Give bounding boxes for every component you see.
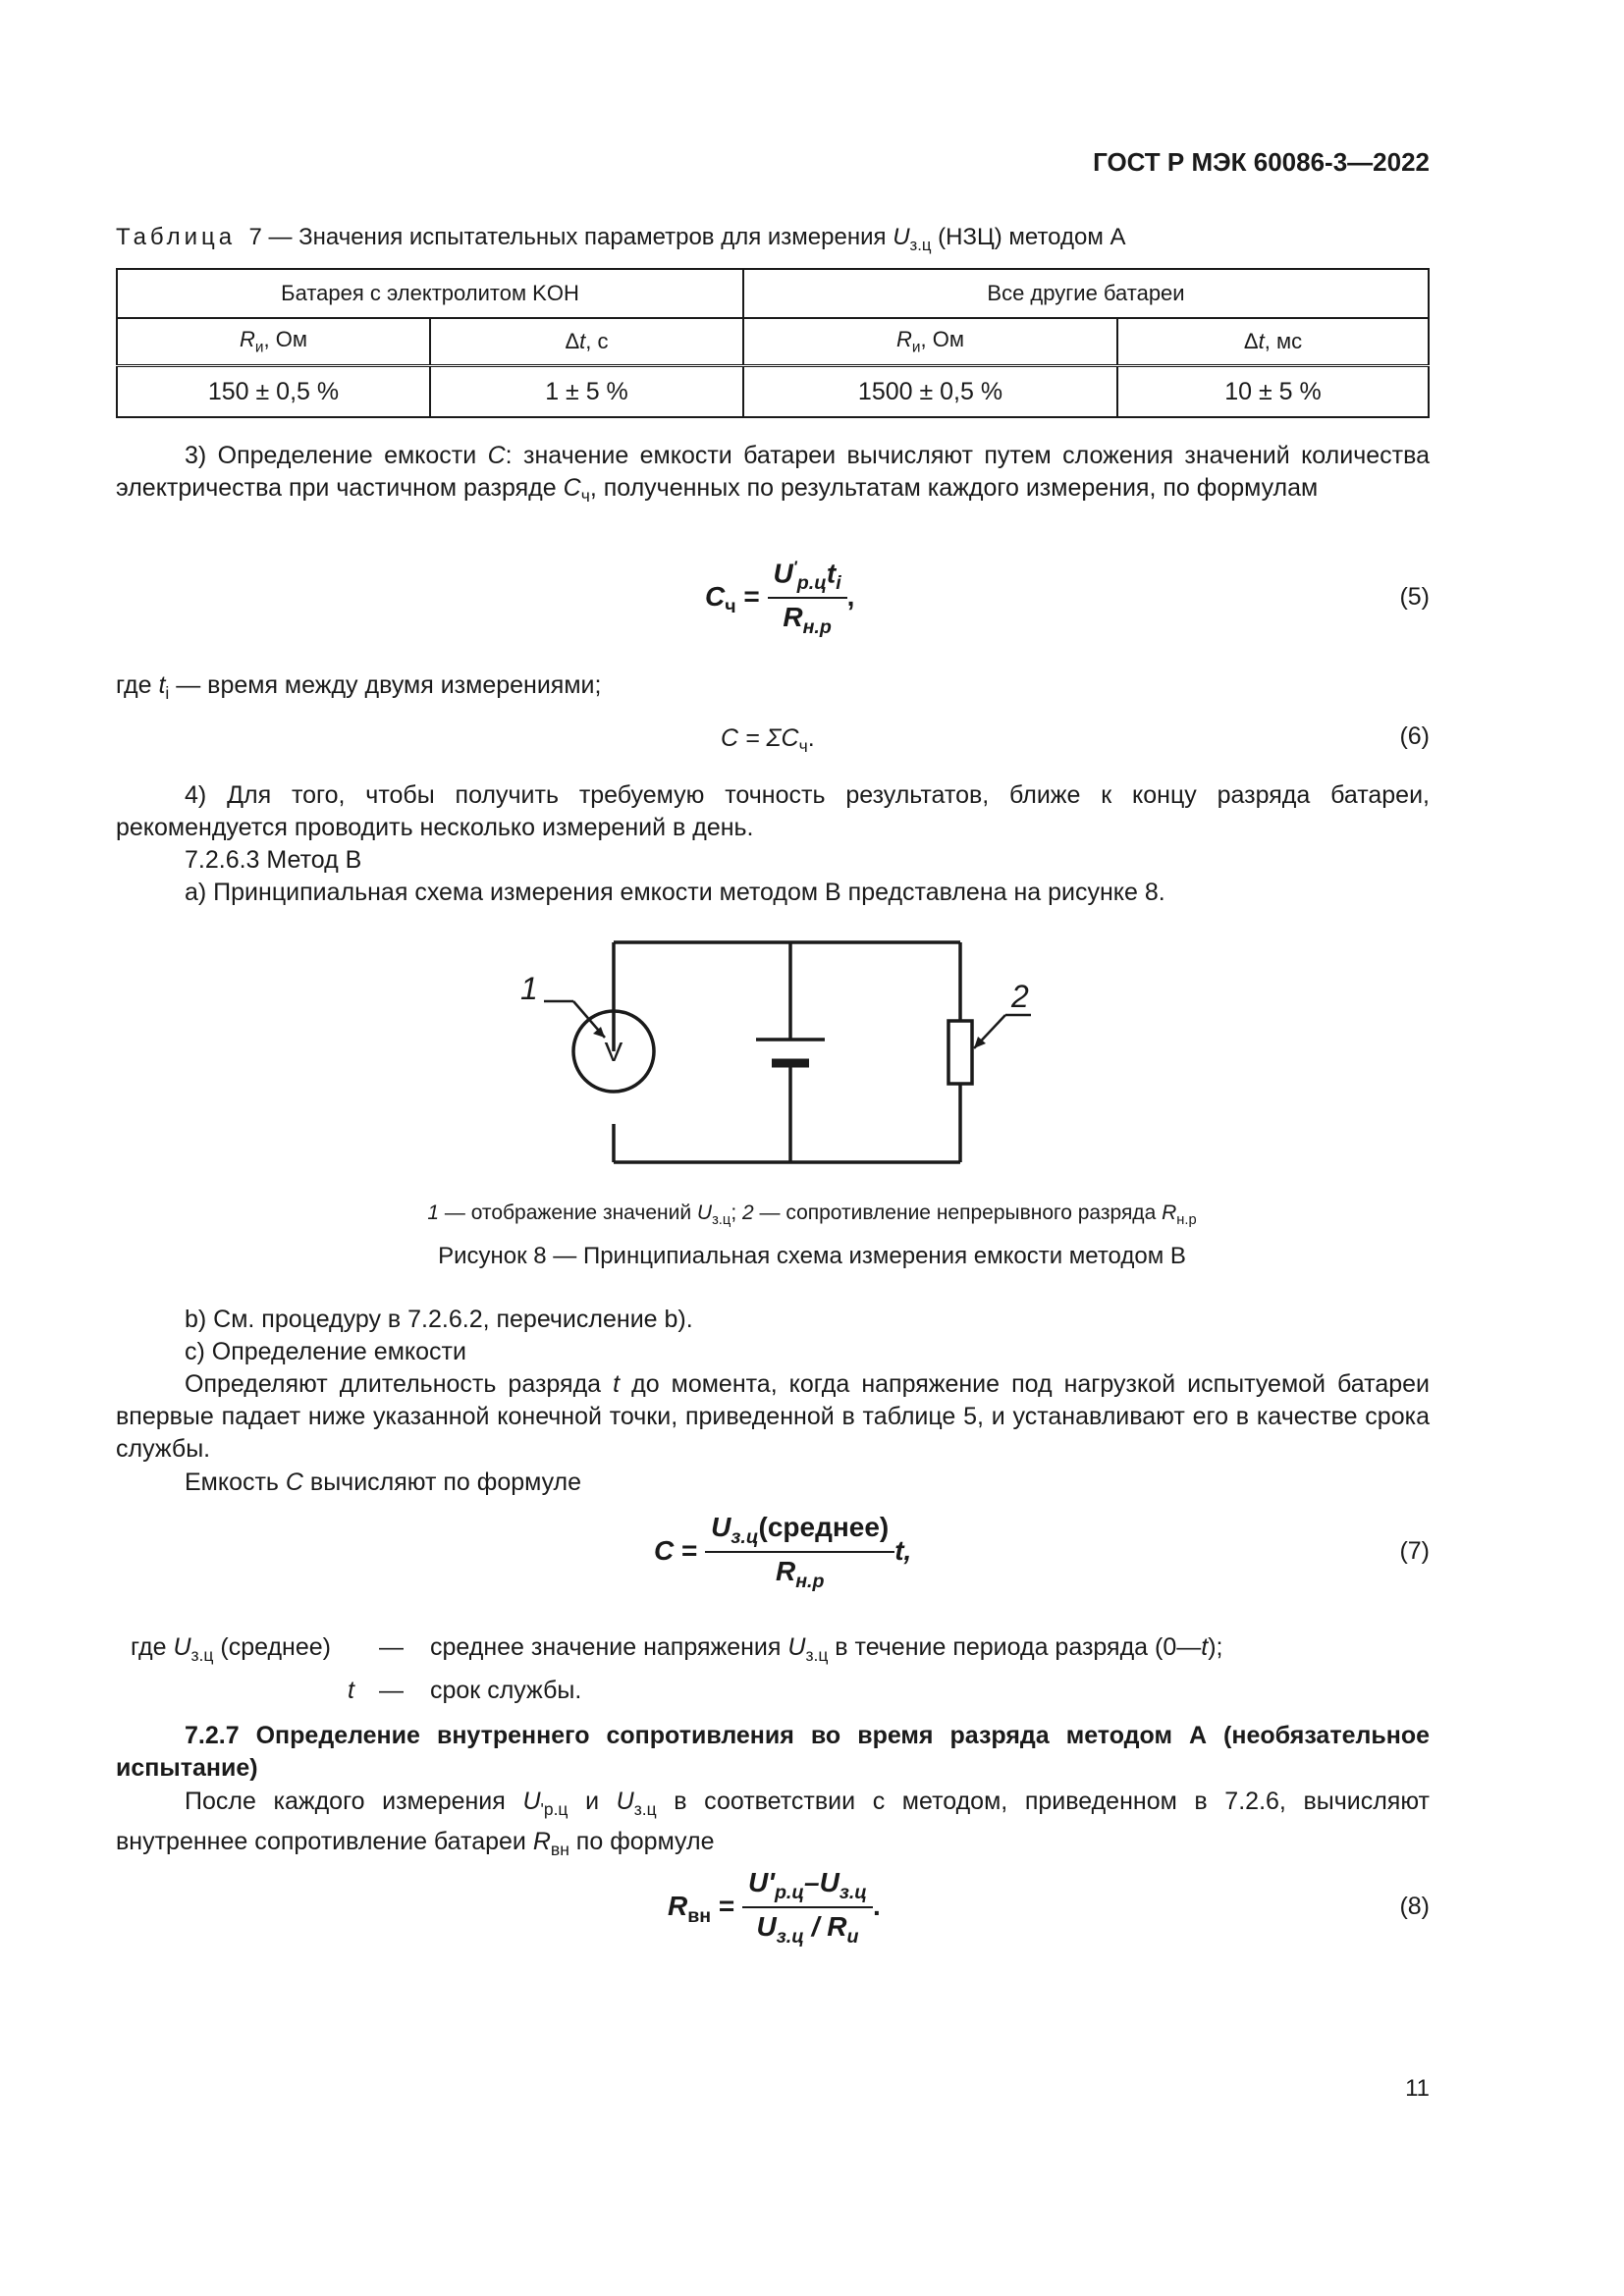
equation-number-6: (6) — [1399, 722, 1430, 750]
where-row-2-term: t — [348, 1677, 354, 1704]
table-caption-symbol: U — [893, 224, 910, 250]
col-duration-koh: Δt, с — [430, 318, 743, 366]
paragraph-capacity-formula: Емкость C вычисляют по формуле — [185, 1468, 582, 1496]
figure-legend: 1 — отображение значений $U_{з.ц}$; 2 — сопротивление непрерывного разряда $R_{н.р}$ — [427, 1201, 1197, 1229]
where-row-2-desc: срок службы. — [430, 1677, 582, 1704]
equation-number-5: (5) — [1399, 583, 1430, 611]
section-727-heading: 7.2.7 Определение внутреннего сопротивления во время разряда методом А (необязательное испытание) — [116, 1722, 1430, 1782]
table-cell: 1 ± 5 % — [430, 366, 743, 418]
table-row — [117, 366, 1429, 418]
where-row-2-dash: — — [379, 1677, 404, 1704]
paragraph-capacity-definition: 3) Определение емкости C: значение емкости батареи вычисляют путем сложения значений количества электричества при частичном разряде $C_ч$, полученных по результатам каждого измерения, по формулам — [116, 442, 1431, 507]
paragraph-internal-resistance: После каждого измерения $U_{'р.ц}$ и $U_{з.ц}$ в соответствии с методом, приведенном в 7.2.6, вычисляют внутреннее сопротивление батареи $R_{вн}$ по формуле — [116, 1788, 1430, 1860]
figure-caption: Рисунок 8 — Принципиальная схема измерения емкости методом В — [438, 1243, 1186, 1269]
circuit-diagram — [491, 923, 1080, 1178]
voltmeter-label: V — [604, 1037, 623, 1067]
table-group-row — [117, 269, 1429, 318]
section-7263: 7.2.6.3 Метод В — [185, 846, 362, 874]
where-row-1-dash: — — [379, 1633, 404, 1661]
arrowhead-1 — [593, 1027, 605, 1038]
formula-8: $R_{вн}$ = $\frac{U'_{р.ц}-U_{з.ц}}{U_{з.ц} / R_и}$ . — [668, 1867, 881, 1948]
group-other: Все другие батареи — [743, 269, 1429, 318]
table-caption-sub: з.ц — [909, 235, 932, 254]
figure-label-2: 2 — [1011, 979, 1029, 1014]
formula-6: $C = \Sigma C_ч$. — [721, 724, 815, 757]
where-row-1-desc: среднее значение напряжения $U_{з.ц}$ в течение периода разряда (0—t); — [430, 1633, 1223, 1666]
table-caption-prefix: Таблица — [116, 224, 237, 250]
col-duration-other: Δt, мс — [1117, 318, 1429, 366]
where-ti: где $t_i$ — время между двумя измерениями; — [116, 671, 602, 704]
table-cell: 1500 ± 0,5 % — [743, 366, 1117, 418]
item-c: c) Определение емкости — [185, 1338, 466, 1365]
table-header-row — [117, 318, 1429, 366]
table-caption — [116, 224, 1126, 255]
formula-5: $C_ч$ = $\frac{U'_{р.ц}t_i}{R_{н.р}}$ , — [705, 558, 855, 639]
paragraph-accuracy: 4) Для того, чтобы получить требуемую точность результатов, ближе к концу разряда батареи, рекомендуется проводить несколько измерений в день. — [116, 781, 1430, 841]
resistor — [948, 1021, 972, 1084]
col-resistance-other: $R_и$, Ом — [743, 318, 1117, 366]
paragraph-duration: Определяют длительность разряда t до момента, когда напряжение под нагрузкой испытуемой батареи впервые падает ниже указанной конечной точки, приведенной в таблице 5, и устанавливают его в качестве срока службы. — [116, 1370, 1430, 1463]
where-row-1-term: где $U_{з.ц}$ (среднее) — [131, 1633, 331, 1666]
group-koh: Батарея с электролитом KOH — [117, 269, 743, 318]
figure-label-1: 1 — [520, 971, 538, 1006]
table-cell: 150 ± 0,5 % — [117, 366, 430, 418]
table-cell: 10 ± 5 % — [1117, 366, 1429, 418]
item-a: а) Принципиальная схема измерения емкости методом В представлена на рисунке 8. — [185, 879, 1165, 906]
equation-number-8: (8) — [1399, 1893, 1430, 1920]
formula-7: C = $\frac{U_{з.ц}(среднее)}{R_{н.р}}$ t, — [654, 1512, 912, 1592]
equation-number-7: (7) — [1399, 1537, 1430, 1565]
item-b: b) См. процедуру в 7.2.6.2, перечисление b). — [185, 1306, 693, 1333]
parameters-table — [116, 268, 1430, 418]
table-caption-rest: (НЗЦ) методом А — [938, 224, 1126, 250]
page-number: 11 — [1405, 2075, 1430, 2102]
standard-designation: ГОСТ Р МЭК 60086-3—2022 — [1093, 147, 1430, 177]
col-resistance-koh: $R_и$, Ом — [117, 318, 430, 366]
table-caption-number: 7 — Значения испытательных параметров для измерения — [248, 224, 887, 250]
